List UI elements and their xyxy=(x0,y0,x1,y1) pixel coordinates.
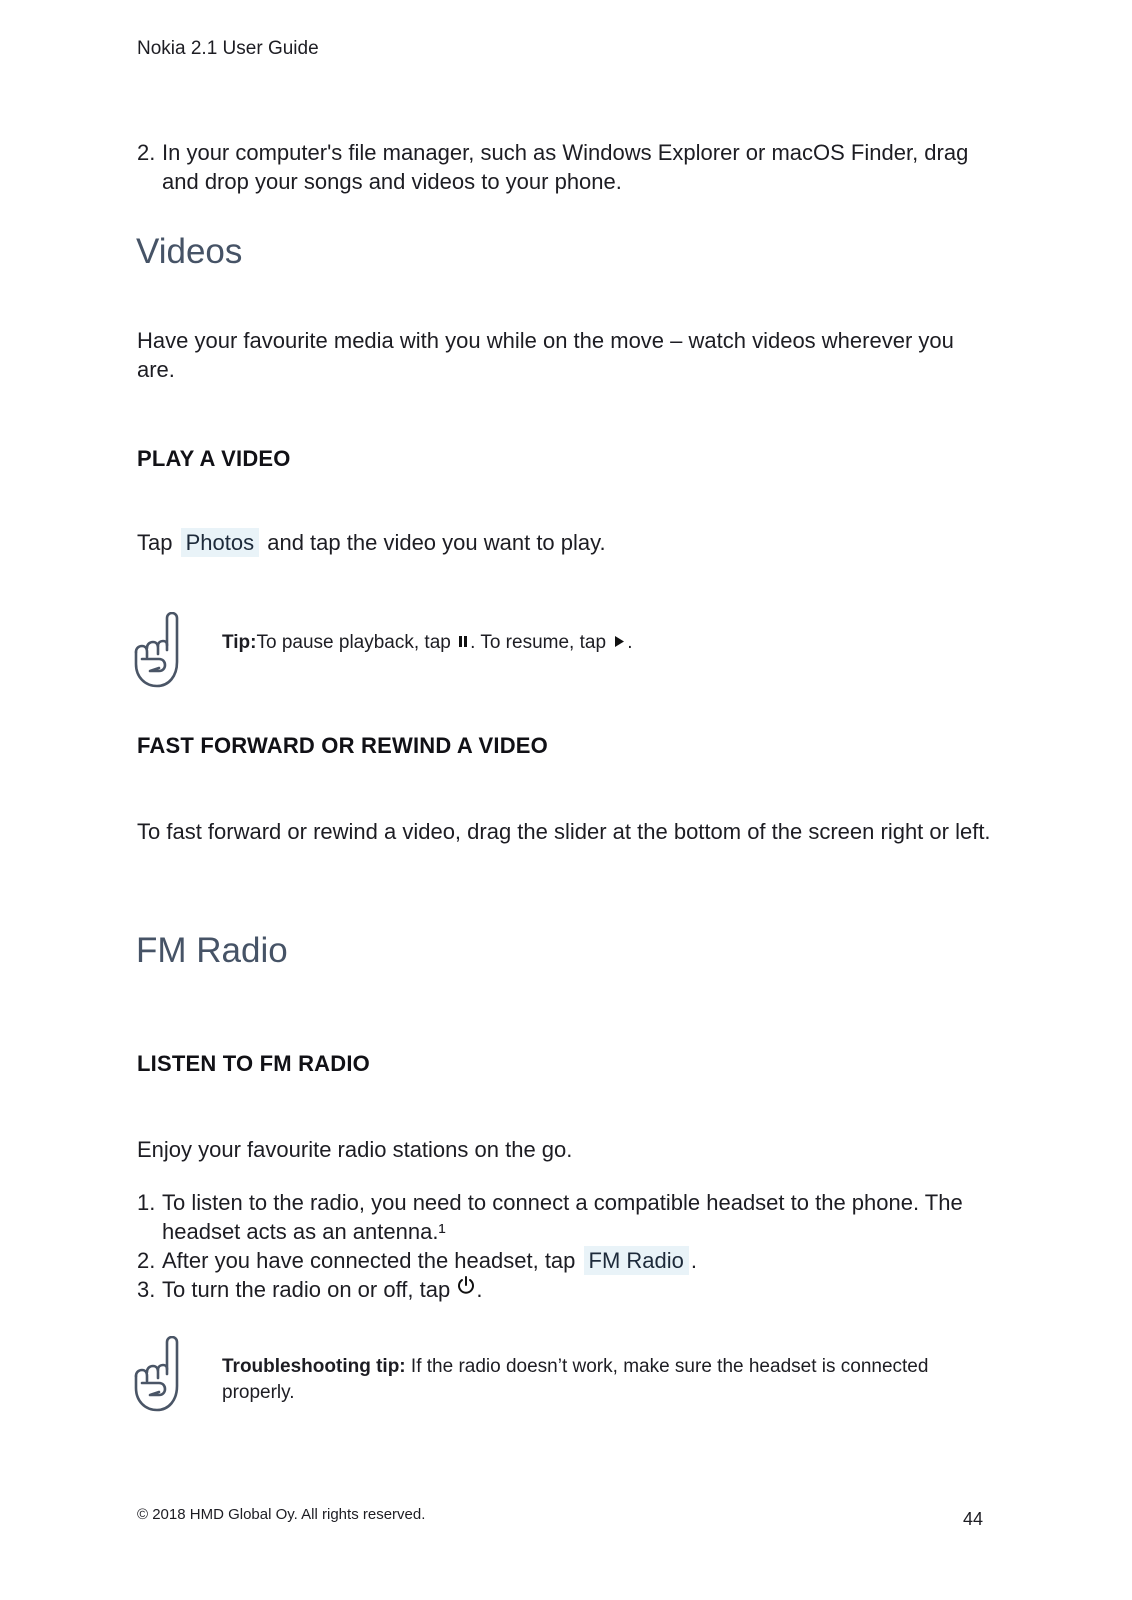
play-icon xyxy=(612,635,626,649)
list-item-number: 2. xyxy=(137,1248,156,1273)
fast-forward-heading: FAST FORWARD OR REWIND A VIDEO xyxy=(137,733,548,758)
tip-pause-resume xyxy=(222,630,633,656)
tip-text-c: . xyxy=(627,632,633,653)
list-item-text: After you have connected the headset, tap xyxy=(162,1248,576,1273)
tip-text-a: To pause playback, tap xyxy=(256,632,451,653)
play-text-before: Tap xyxy=(137,530,173,555)
hand-pointing-icon xyxy=(134,1336,184,1414)
list-item-text: To turn the radio on or off, tap xyxy=(162,1277,451,1302)
list-item-text: In your computer's file manager, such as Windows Explorer or macOS Finder, drag and drop your songs and videos to your phone. xyxy=(162,140,969,194)
listen-radio-heading: LISTEN TO FM RADIO xyxy=(137,1051,370,1076)
transfer-steps-list xyxy=(137,138,997,196)
radio-intro: Enjoy your favourite radio stations on the go. xyxy=(137,1137,573,1162)
troubleshooting-tip-label: Troubleshooting tip: xyxy=(222,1356,406,1377)
videos-heading: Videos xyxy=(136,232,243,271)
play-video-heading: PLAY A VIDEO xyxy=(137,446,291,471)
list-item xyxy=(137,1188,997,1246)
list-item-text: To listen to the radio, you need to connect a compatible headset to the phone. The headset acts as an antenna.¹ xyxy=(162,1190,963,1244)
hand-pointing-icon xyxy=(134,612,184,690)
copyright: © 2018 HMD Global Oy. All rights reserved. xyxy=(137,1506,426,1523)
list-item-number: 1. xyxy=(137,1190,156,1215)
page-number: 44 xyxy=(963,1509,984,1529)
list-item-text-after: . xyxy=(690,1248,698,1273)
radio-steps-list xyxy=(137,1188,997,1304)
fm-radio-heading: FM Radio xyxy=(136,931,288,970)
list-item-number: 3. xyxy=(137,1277,156,1302)
videos-intro: Have your favourite media with you while on the move – watch videos wherever you are. xyxy=(137,328,954,382)
list-item xyxy=(137,138,997,196)
tip-label: Tip: xyxy=(222,632,257,653)
power-icon xyxy=(456,1275,476,1295)
list-item-text-after: . xyxy=(476,1277,483,1302)
troubleshooting-tip-text: If the radio doesn’t work, make sure the headset is connected properly. xyxy=(222,1356,929,1403)
document-title: Nokia 2.1 User Guide xyxy=(137,38,319,59)
photos-app-chip[interactable]: Photos xyxy=(181,528,260,557)
play-video-instruction xyxy=(137,528,606,557)
fm-radio-app-chip[interactable]: FM Radio xyxy=(584,1246,689,1275)
tip-text-b: . To resume, tap xyxy=(470,632,607,653)
play-text-after: and tap the video you want to play. xyxy=(267,530,606,555)
list-item-number: 2. xyxy=(137,140,156,165)
list-item xyxy=(137,1275,997,1304)
pause-icon xyxy=(457,635,469,649)
fast-forward-text: To fast forward or rewind a video, drag the slider at the bottom of the screen right or left. xyxy=(137,819,991,844)
list-item xyxy=(137,1246,997,1275)
troubleshooting-tip xyxy=(222,1354,942,1406)
